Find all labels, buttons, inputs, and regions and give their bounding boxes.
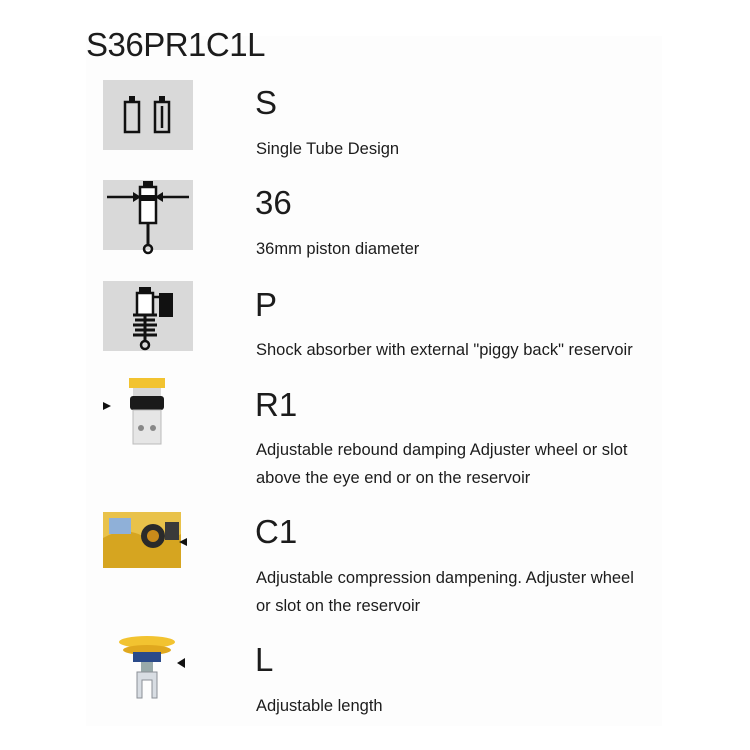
compression-adjuster-photo-icon (103, 508, 193, 578)
desc-p: Shock absorber with external "piggy back" reservoir (256, 341, 633, 359)
code-r1: R1 (255, 386, 298, 423)
desc-36: 36mm piston diameter (256, 240, 420, 258)
piston-diameter-icon (103, 180, 193, 250)
code-c1: C1 (255, 513, 298, 550)
rebound-adjuster-photo-icon (103, 378, 193, 448)
desc-r1-line1: Adjustable rebound damping Adjuster wheel or slot (256, 441, 628, 459)
desc-c1 (256, 564, 676, 620)
desc-l: Adjustable length (256, 697, 383, 715)
code-p: P (255, 286, 278, 323)
desc-c1-line1: Adjustable compression dampening. Adjuster wheel (256, 569, 634, 587)
page-title: S36PR1C1L (86, 26, 265, 63)
desc-s: Single Tube Design (256, 140, 400, 158)
length-adjuster-photo-icon (103, 632, 193, 702)
code-l: L (255, 641, 274, 678)
desc-c1-line2: or slot on the reservoir (256, 597, 421, 615)
desc-r1 (256, 436, 676, 492)
code-s: S (255, 84, 278, 121)
code-36: 36 (255, 184, 292, 221)
single-tube-icon (103, 80, 193, 150)
desc-r1-line2: above the eye end or on the reservoir (256, 469, 531, 487)
piggyback-reservoir-icon (103, 281, 193, 351)
